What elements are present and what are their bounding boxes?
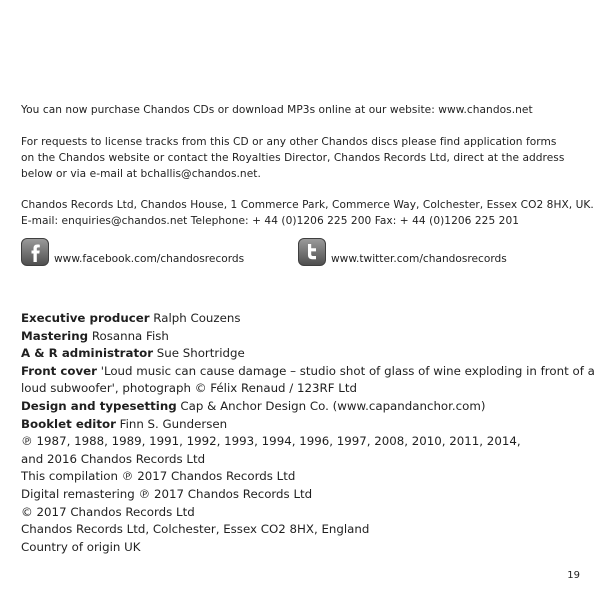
booklet-editor-credit — [21, 416, 595, 434]
p-line-1: ℗ 1987, 1988, 1989, 1991, 1992, 1993, 1994, 1996, 1997, 2008, 2010, 2011, 2014, — [21, 434, 521, 449]
booklet-editor-value: Finn S. Gundersen — [115, 416, 228, 431]
contact-line: E-mail: enquiries@chandos.net Telephone: + 44 (0)1206 225 200 Fax: + 44 (0)1206 225 201 — [21, 215, 520, 227]
executive-producer-value: Ralph Couzens — [149, 311, 241, 325]
credits-block — [21, 310, 595, 556]
design-label: Design and typesetting — [21, 398, 177, 413]
address-line-1: Chandos Records Ltd, Chandos House, 1 Commerce Park, Commerce Way, Colchester, Essex CO2 8HX, UK. — [21, 199, 594, 211]
front-cover-value: 'Loud music can cause damage – studio shot of glass of wine exploding in front of a — [96, 363, 595, 378]
ar-administrator-credit — [21, 345, 595, 363]
facebook-icon[interactable] — [21, 238, 49, 266]
purchase-text: You can now purchase Chandos CDs or download MP3s online at our website: www.chandos.net — [21, 104, 533, 116]
twitter-url[interactable]: www.twitter.com/chandosrecords — [331, 253, 507, 265]
front-cover-credit — [21, 363, 595, 381]
p-line-2: and 2016 Chandos Records Ltd — [21, 451, 206, 466]
front-cover-label: Front cover — [21, 363, 97, 378]
executive-producer-label: Executive producer — [21, 311, 150, 325]
license-text-line-3: below or via e-mail at bchallis@chandos.net. — [21, 168, 261, 180]
copyright-line: © 2017 Chandos Records Ltd — [21, 504, 195, 519]
mastering-credit — [21, 328, 595, 346]
facebook-url[interactable]: www.facebook.com/chandosrecords — [54, 253, 245, 265]
location-line: Chandos Records Ltd, Colchester, Essex CO2 8HX, England — [21, 522, 370, 537]
design-value: Cap & Anchor Design Co. (www.capandanchor.com) — [176, 398, 486, 413]
license-text-line-2: on the Chandos website or contact the Royalties Director, Chandos Records Ltd, direct at the address — [21, 152, 565, 164]
front-cover-credit-continued: loud subwoofer', photograph © Félix Renaud / 123RF Ltd — [21, 381, 357, 396]
remastering-line: Digital remastering ℗ 2017 Chandos Records Ltd — [21, 486, 313, 501]
facebook-link[interactable] — [21, 238, 244, 266]
mastering-value: Rosanna Fish — [88, 328, 169, 343]
twitter-icon[interactable] — [298, 238, 326, 266]
compilation-line: This compilation ℗ 2017 Chandos Records Ltd — [21, 469, 296, 484]
booklet-editor-label: Booklet editor — [21, 416, 116, 431]
ar-administrator-value: Sue Shortridge — [153, 346, 245, 361]
origin-line: Country of origin UK — [21, 539, 141, 554]
mastering-label: Mastering — [21, 328, 89, 343]
executive-producer-credit — [21, 310, 595, 328]
page-number: 19 — [567, 570, 580, 581]
design-credit — [21, 398, 595, 416]
license-text-line-1: For requests to license tracks from this CD or any other Chandos discs please find application forms — [21, 136, 557, 148]
ar-administrator-label: A & R administrator — [21, 346, 154, 361]
twitter-link[interactable] — [298, 238, 507, 266]
